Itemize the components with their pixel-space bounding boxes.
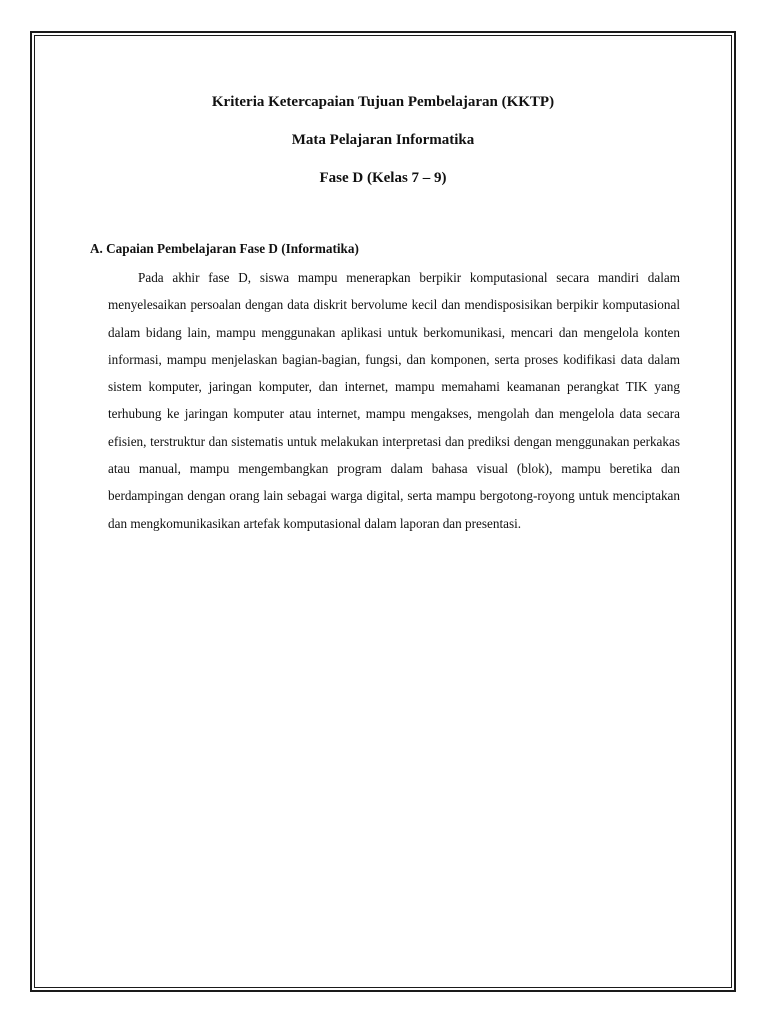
subject-title: Mata Pelajaran Informatika — [291, 132, 475, 148]
phase-title: Fase D (Kelas 7 – 9) — [319, 170, 447, 186]
document-title-block — [34, 92, 732, 206]
document-title: Kriteria Ketercapaian Tujuan Pembelajaran (KKTP) — [211, 94, 555, 110]
section-a — [90, 238, 680, 537]
section-a-heading: A. Capaian Pembelajaran Fase D (Informatika) — [90, 241, 359, 256]
section-a-paragraph: Pada akhir fase D, siswa mampu menerapkan berpikir komputasional secara mandiri dalam menyelesaikan persoalan dengan data diskrit bervolume kecil dan mendisposisikan berpikir komputasional dalam bidang lain, mampu menggunakan aplikasi untuk berkomunikasi, mencari dan mengelola konten informasi, mampu menjelaskan bagian-bagian, fungsi, dan komponen, serta proses kodifikasi data dalam sistem komputer, jaringan komputer, dan internet, mampu memahami keamanan perangkat TIK yang terhubung ke jaringan komputer atau internet, mampu mengakses, mengolah dan mengelola data secara efisien, terstruktur dan sistematis untuk melakukan interpretasi dan prediksi dengan menggunakan perkakas atau manual, mampu mengembangkan program dalam bahasa visual (blok), mampu beretika dan berdampingan dengan orang lain sebagai warga digital, serta mampu bergotong-royong untuk menciptakan dan mengkomunikasikan artefak komputasional dalam laporan dan presentasi. — [108, 270, 680, 531]
